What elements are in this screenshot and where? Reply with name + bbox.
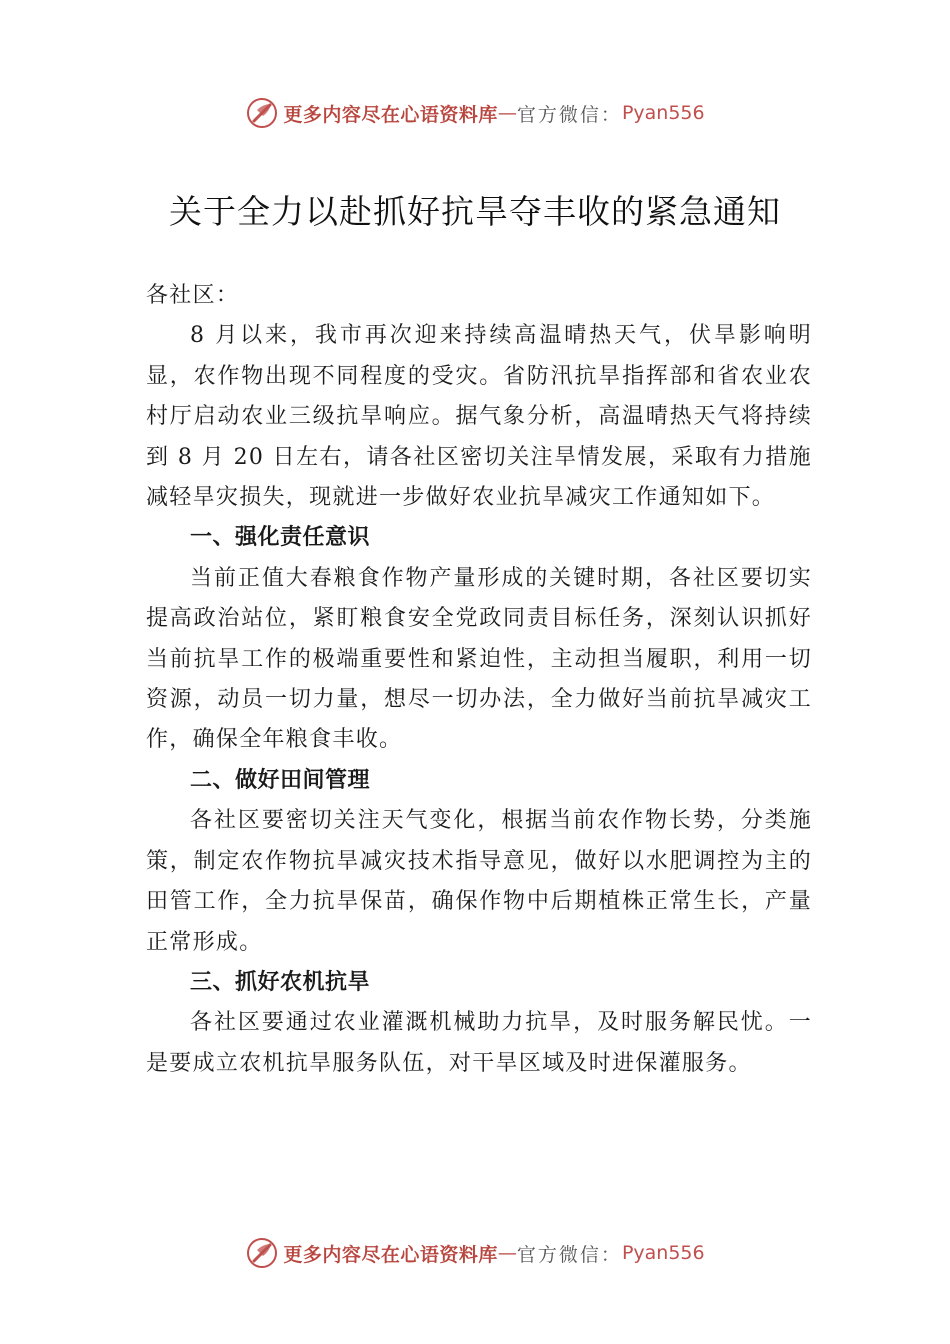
watermark-label: 官方微信： xyxy=(516,103,622,126)
section-body-1: 当前正值大春粮食作物产量形成的关键时期，各社区要切实提高政治站位，紧盯粮食安全党政同责目标任务，深刻认识抓好当前抗旱工作的极端重要性和紧迫性，主动担当履职，利用一切资源，动员一切力量，想尽一切办法，全力做好当前抗旱减灾工作，确保全年粮食丰收。 xyxy=(146,565,812,753)
section-body-2: 各社区要密切关注天气变化，根据当前农作物长势，分类施策，制定农作物抗旱减灾技术指导意见，做好以水肥调控为主的田管工作，全力抗旱保苗，确保作物中后期植株正常生长，产量正常形成。 xyxy=(146,808,812,955)
section-heading-1: 一、强化责任意识 xyxy=(190,525,371,551)
quill-logo-icon xyxy=(245,96,279,130)
watermark-text: 更多内容尽在心语资料库 xyxy=(283,103,498,126)
document-body xyxy=(146,276,812,1084)
watermark-label: 官方微信： xyxy=(516,1243,622,1266)
section-heading-2: 二、做好田间管理 xyxy=(190,767,371,793)
watermark-wechat-id: Pyan556 xyxy=(621,1242,705,1264)
section-body-3: 各社区要通过农业灌溉机械助力抗旱，及时服务解民忧。一是要成立农机抗旱服务队伍，对干旱区域及时进保灌服务。 xyxy=(146,1010,812,1076)
document-title: 关于全力以赴抓好抗旱夺丰收的紧急通知 xyxy=(169,192,781,231)
watermark-wechat-id: Pyan556 xyxy=(621,102,705,124)
watermark-header xyxy=(0,96,950,130)
watermark-dash: — xyxy=(497,1242,517,1264)
section-heading-3: 三、抓好农机抗旱 xyxy=(190,969,371,995)
watermark-footer xyxy=(0,1236,950,1270)
watermark-dash: — xyxy=(497,102,517,124)
watermark-text: 更多内容尽在心语资料库 xyxy=(283,1243,498,1266)
salutation: 各社区： xyxy=(146,283,240,308)
intro-paragraph: 8 月以来，我市再次迎来持续高温晴热天气，伏旱影响明显，农作物出现不同程度的受灾。省防汛抗旱指挥部和省农业农村厅启动农业三级抗旱响应。据气象分析，高温晴热天气将持续到 8 月 20 日左右，请各社区密切关注旱情发展，采取有力措施减轻旱灾损失，现就进一步做好农业抗旱减灾工作通知如下。 xyxy=(146,323,812,511)
quill-logo-icon xyxy=(245,1236,279,1270)
